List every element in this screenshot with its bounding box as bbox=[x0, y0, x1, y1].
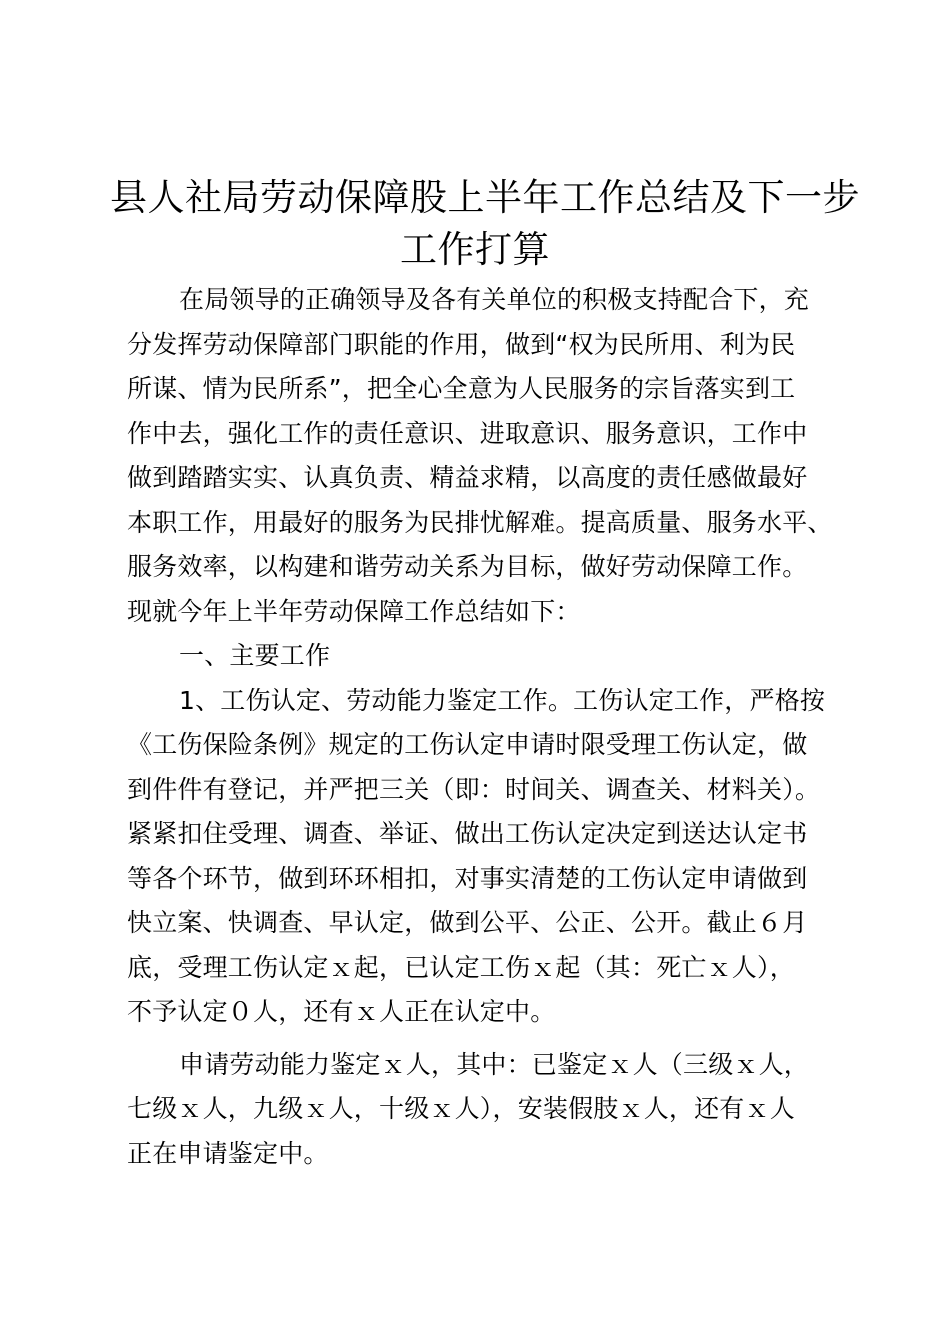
paragraph-line: 不予认定０人，还有ｘ人正在认定中。 bbox=[127, 997, 556, 1026]
section-heading bbox=[127, 634, 827, 679]
appraisal-paragraph bbox=[127, 1043, 827, 1177]
paragraph-line: 作中去，强化工作的责任意识、进取意识、服务意识，工作中 bbox=[127, 418, 808, 448]
paragraph-line: 做到踏踏实实、认真负责、精益求精，以高度的责任感做最好 bbox=[127, 463, 808, 492]
document-body bbox=[127, 278, 833, 1176]
paragraph-line: 等各个环节，做到环环相扣，对事实清楚的工伤认定申请做到 bbox=[127, 863, 808, 893]
paragraph-line: 在局领导的正确领导及各有关单位的积极支持配合下，充 bbox=[179, 285, 810, 314]
paragraph-line: 到件件有登记，并严把三关（即：时间关、调查关、材料关）。 bbox=[127, 774, 821, 804]
paragraph-line: 现就今年上半年劳动保障工作总结如下： bbox=[127, 596, 581, 626]
paragraph-line: 《工伤保险条例》规定的工伤认定申请时限受理工伤认定，做 bbox=[127, 730, 808, 759]
paragraph-spacer bbox=[127, 1035, 827, 1043]
intro-paragraph bbox=[127, 278, 833, 634]
paragraph-line: 申请劳动能力鉴定ｘ人，其中：已鉴定ｘ人（三级ｘ人， bbox=[179, 1049, 810, 1079]
paragraph-line: 分发挥劳动保障部门职能的作用，做到“权为民所用、利为民 bbox=[127, 329, 796, 359]
paragraph-line: 快立案、快调查、早认定，做到公平、公正、公开。截止６月 bbox=[127, 908, 808, 937]
paragraph-line: 正在申请鉴定中。 bbox=[127, 1138, 329, 1168]
paragraph-line: 底，受理工伤认定ｘ起，已认定工伤ｘ起（其：死亡ｘ人）， bbox=[127, 952, 795, 982]
title-line-1: 县人社局劳动保障股上半年工作总结及下一步 bbox=[110, 176, 860, 219]
section-heading-text: 一、主要工作 bbox=[179, 641, 331, 670]
paragraph-line: 紧紧扣住受理、调查、举证、做出工伤认定决定到送达认定书 bbox=[127, 819, 808, 848]
title-line-2: 工作打算 bbox=[400, 228, 550, 271]
paragraph-line: 七级ｘ人，九级ｘ人，十级ｘ人），安装假肢ｘ人，还有ｘ人 bbox=[127, 1094, 795, 1123]
paragraph-line: 服务效率，以构建和谐劳动关系为目标，做好劳动保障工作。 bbox=[127, 552, 808, 581]
paragraph-line: 本职工作，用最好的服务为民排忧解难。提高质量、服务水平、 bbox=[127, 507, 833, 537]
paragraph-line: 1、工伤认定、劳动能力鉴定工作。工伤认定工作，严格按 bbox=[179, 685, 826, 715]
paragraph-line: 所谋、情为民所系”，把全心全意为人民服务的宗旨落实到工 bbox=[127, 374, 796, 403]
work-injury-paragraph bbox=[127, 679, 827, 1035]
document-title bbox=[110, 172, 860, 276]
